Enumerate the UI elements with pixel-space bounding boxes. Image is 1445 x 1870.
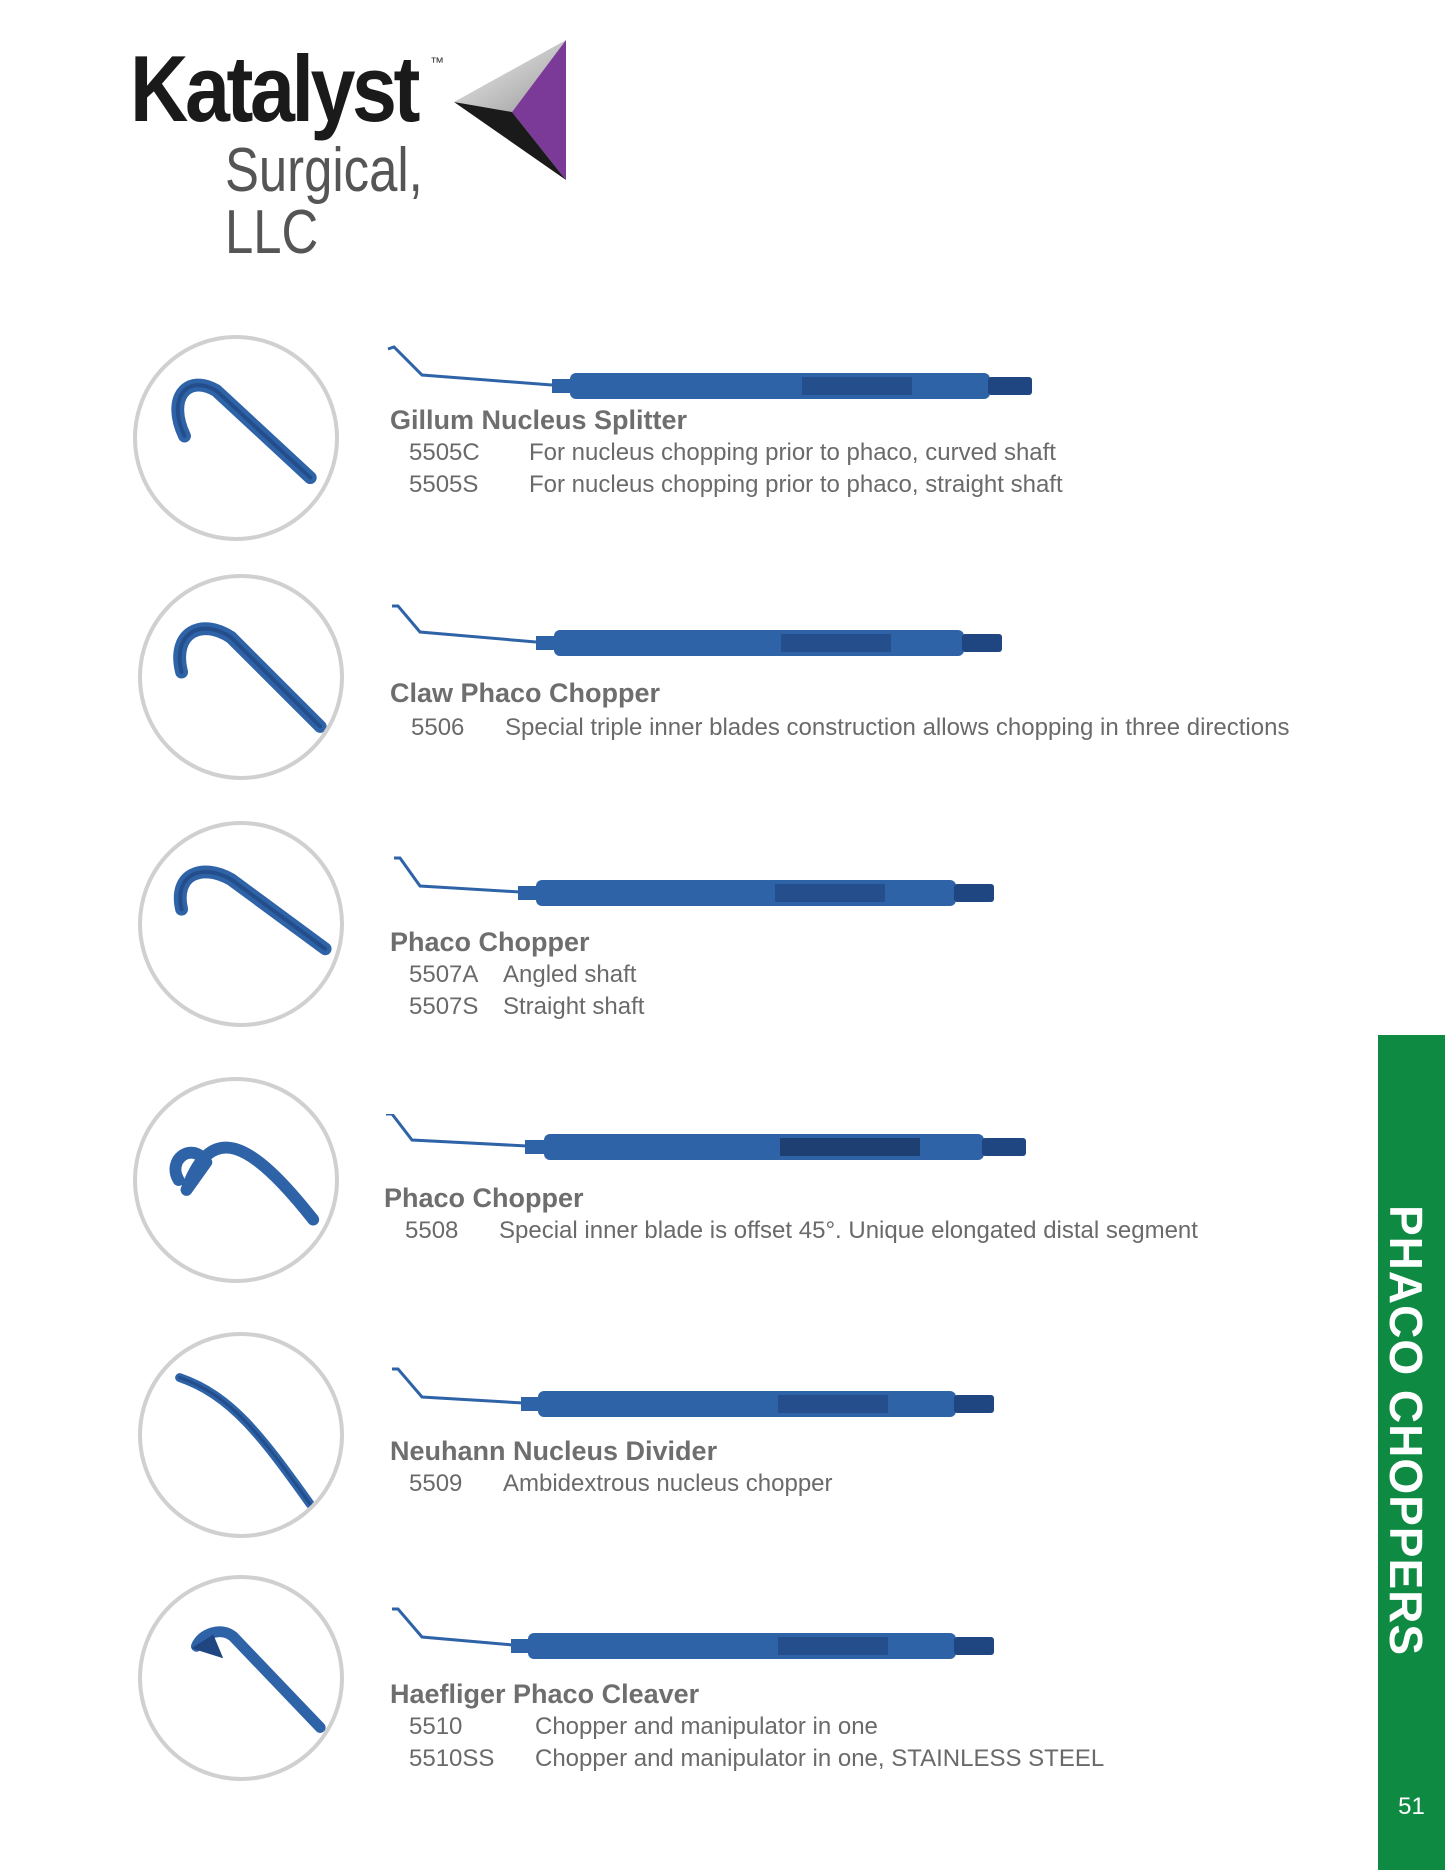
spec-row — [409, 1713, 1309, 1743]
product-neuhann-nucleus-divider — [0, 1332, 1445, 1552]
instrument-photo — [382, 341, 1042, 401]
tip-detail-image — [133, 1077, 339, 1283]
product-name: Neuhann Nucleus Divider — [390, 1436, 718, 1466]
product-code: 5505C — [409, 439, 480, 466]
product-code: 5506 — [411, 714, 465, 741]
spec-row — [409, 993, 1109, 1023]
spec-row — [409, 471, 1309, 501]
product-name: Phaco Chopper — [384, 1183, 584, 1213]
tip-detail-image — [138, 1332, 344, 1538]
product-name: Haefliger Phaco Cleaver — [390, 1679, 700, 1709]
instrument-photo — [388, 1367, 1008, 1427]
instrument-photo — [390, 856, 1010, 916]
logo-brand-name: Katalyst — [130, 36, 417, 141]
logo-subtitle: Surgical, LLC — [225, 136, 423, 267]
product-name: Claw Phaco Chopper — [390, 678, 661, 708]
company-logo — [130, 36, 570, 267]
product-claw-phaco-chopper — [0, 574, 1445, 794]
product-description: Chopper and manipulator in one — [535, 1713, 878, 1740]
spec-row — [409, 1470, 1109, 1500]
tip-detail-image — [138, 821, 344, 1027]
instrument-photo — [388, 1607, 1008, 1667]
product-description: For nucleus chopping prior to phaco, straight shaft — [529, 471, 1063, 498]
spec-row — [409, 439, 1309, 469]
spec-row — [411, 714, 1361, 744]
product-name: Phaco Chopper — [390, 927, 590, 957]
tip-detail-image — [138, 574, 344, 780]
product-description: Chopper and manipulator in one, STAINLESS STEEL — [535, 1745, 1105, 1772]
section-title-text: PHACO CHOPPERS — [1380, 1205, 1432, 1657]
product-code: 5510 — [409, 1713, 463, 1740]
product-description: Special triple inner blades construction allows chopping in three directions — [505, 714, 1290, 741]
tip-detail-image — [133, 335, 339, 541]
page-number: 51 — [1398, 1793, 1425, 1820]
product-code: 5505S — [409, 471, 479, 498]
product-description: Angled shaft — [503, 961, 637, 988]
spec-row — [409, 961, 1109, 991]
product-code: 5510SS — [409, 1745, 495, 1772]
product-code: 5507A — [409, 961, 479, 988]
product-phaco-chopper-5508 — [0, 1077, 1445, 1297]
tip-detail-image — [138, 1575, 344, 1781]
spec-row — [409, 1745, 1309, 1775]
product-code: 5509 — [409, 1470, 463, 1497]
spec-row — [405, 1217, 1355, 1247]
section-title — [1380, 1205, 1433, 1685]
product-phaco-chopper-5507 — [0, 821, 1445, 1041]
product-gillum-nucleus-splitter — [0, 335, 1445, 555]
product-description: For nucleus chopping prior to phaco, curved shaft — [529, 439, 1056, 466]
product-code: 5507S — [409, 993, 479, 1020]
product-code: 5508 — [405, 1217, 459, 1244]
instrument-photo — [382, 1114, 1042, 1174]
product-name: Gillum Nucleus Splitter — [390, 405, 688, 435]
instrument-photo — [386, 602, 1006, 662]
product-description: Special inner blade is offset 45°. Unique elongated distal segment — [499, 1217, 1198, 1244]
logo-triangle-mark-icon — [442, 40, 566, 180]
product-description: Ambidextrous nucleus chopper — [503, 1470, 833, 1497]
logo-trademark: ™ — [430, 54, 444, 70]
product-haefliger-phaco-cleaver — [0, 1575, 1445, 1795]
product-description: Straight shaft — [503, 993, 645, 1020]
